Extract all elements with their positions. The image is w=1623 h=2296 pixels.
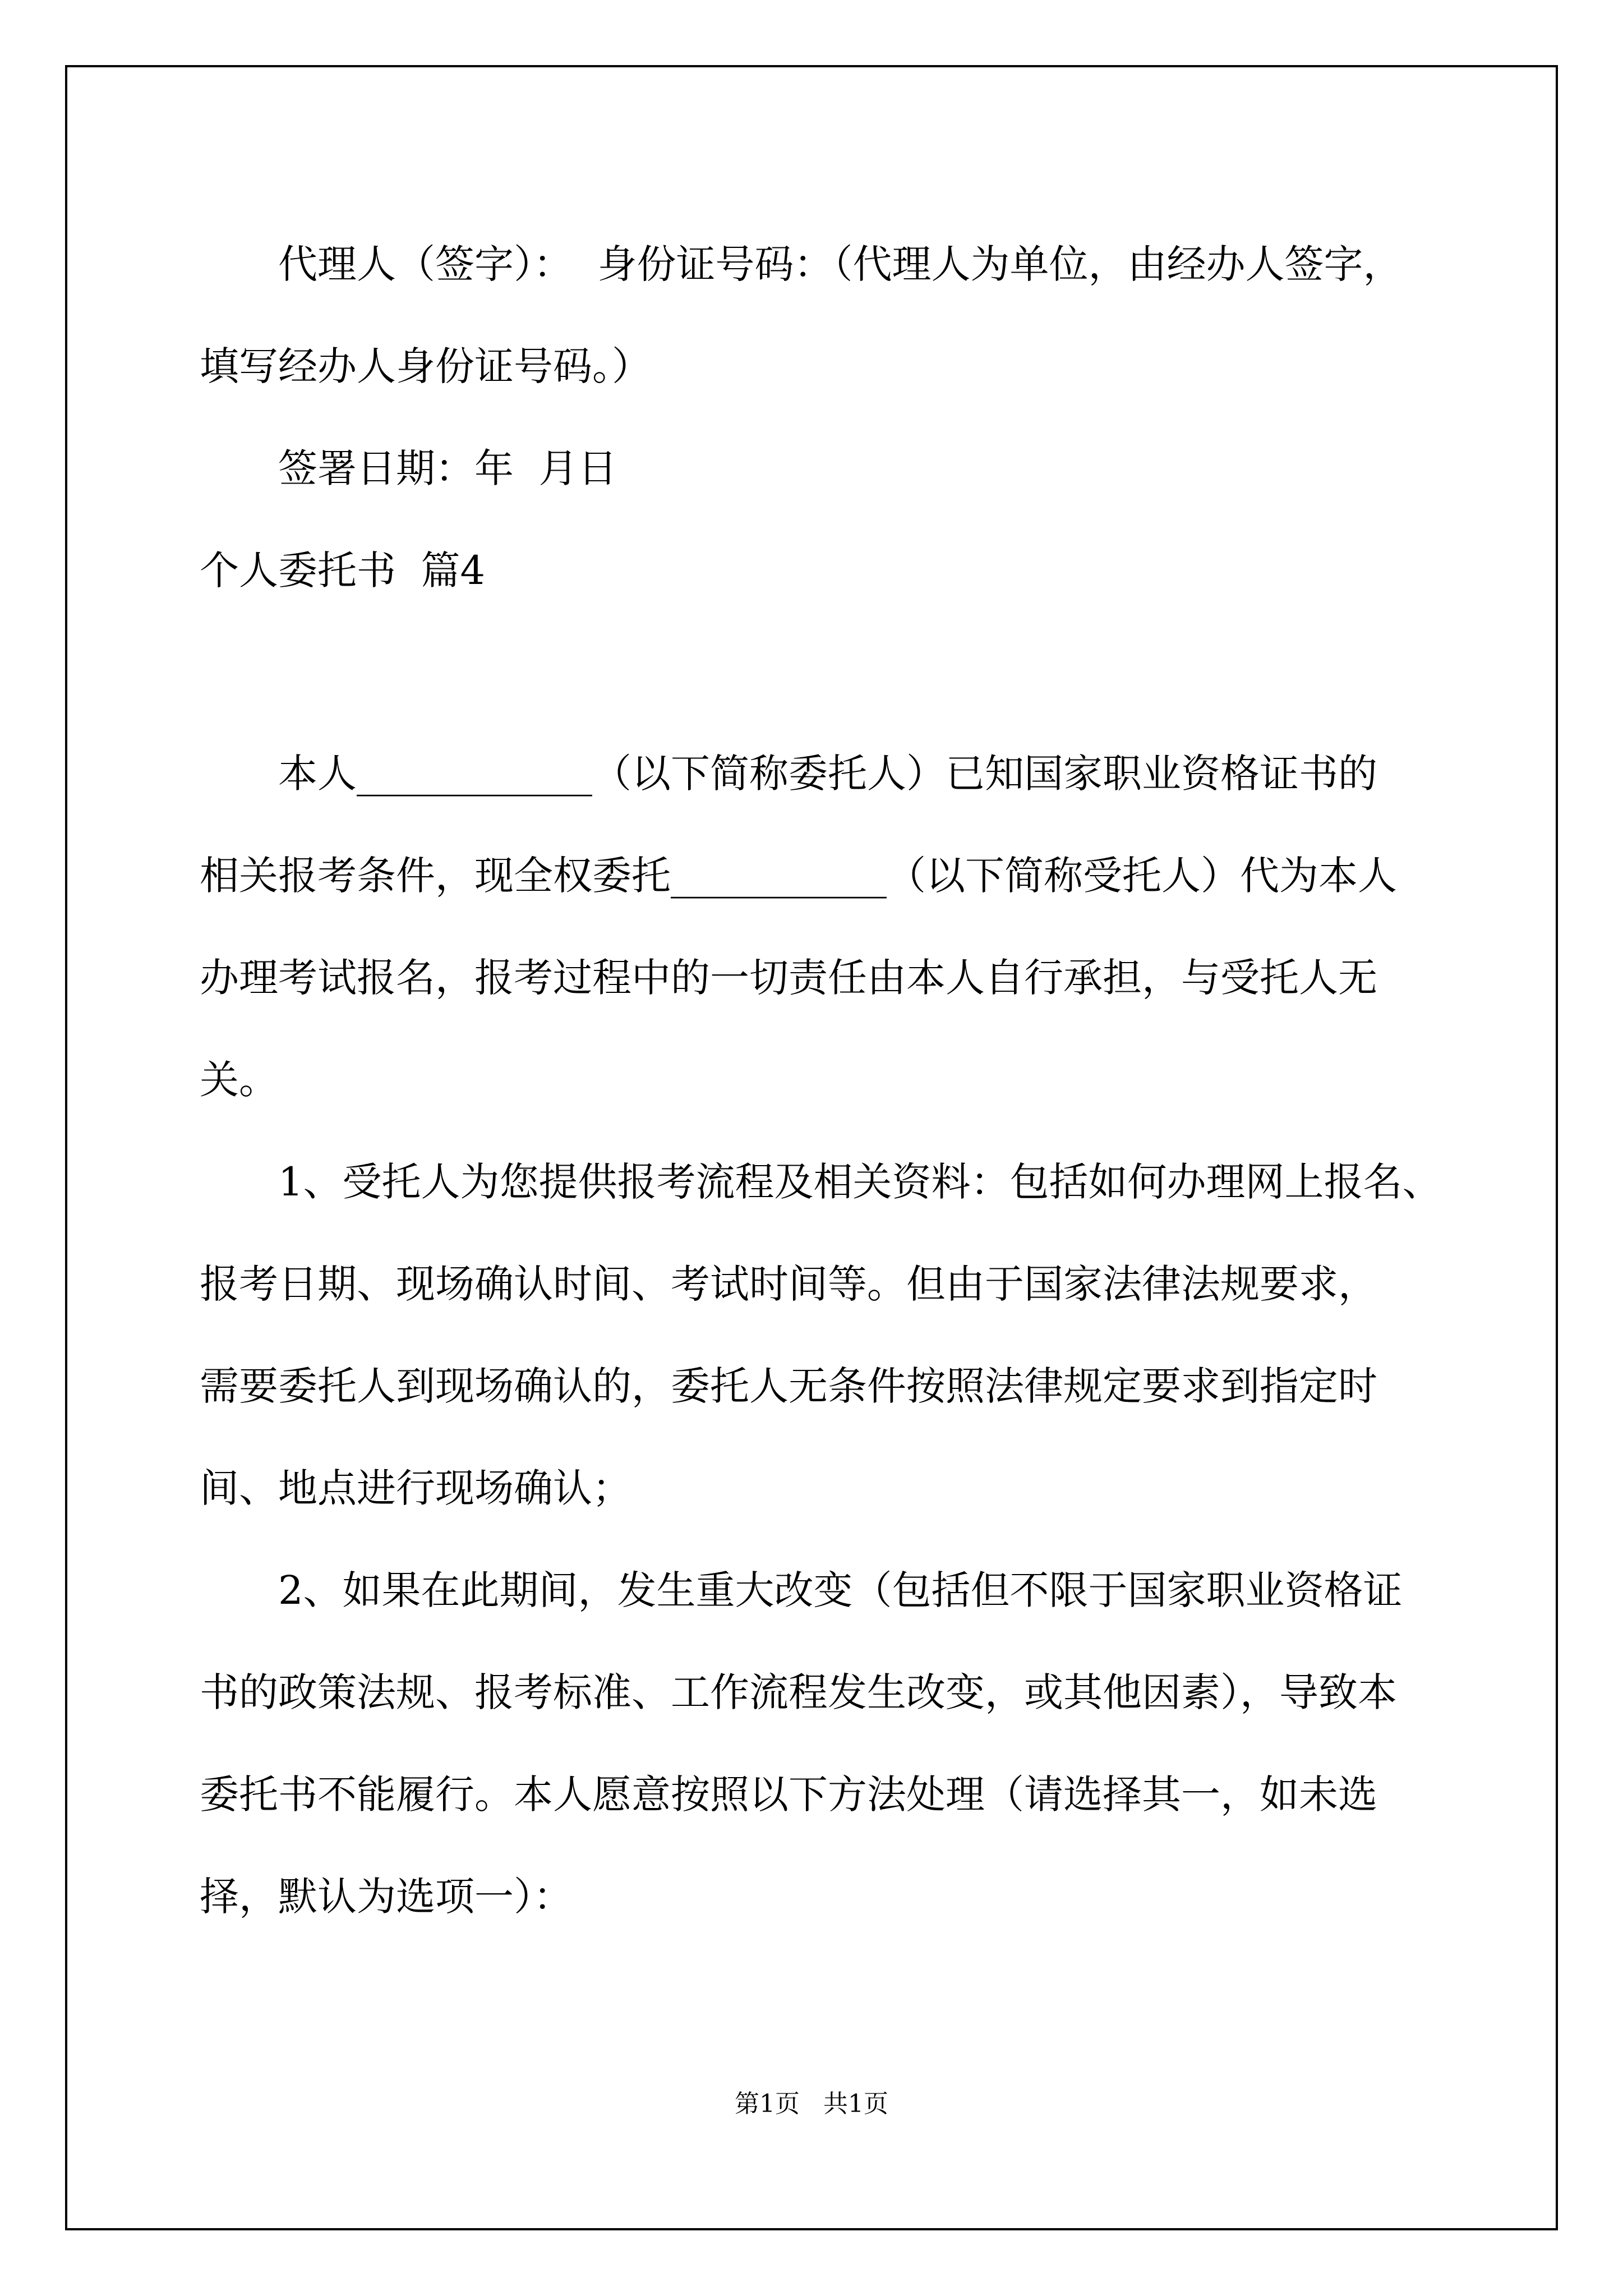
paragraph-intro (200, 723, 1445, 1131)
paragraph-agent-signature (200, 213, 1445, 417)
text-line: 相关报考条件，现全权委托___________（以下简称受托人）代为本人 (200, 853, 1397, 899)
text-line: 1、受托人为您提供报考流程及相关资料：包括如何办理网上报名、 (278, 1159, 1442, 1205)
text-line: 2、如果在此期间，发生重大改变（包括但不限于国家职业资格证 (278, 1567, 1403, 1613)
text-line: 本人____________（以下简称委托人）已知国家职业资格证书的 (278, 751, 1377, 797)
paragraph-item-2 (200, 1539, 1445, 1948)
spacer (200, 622, 1445, 723)
text-line: 填写经办人身份证号码。） (200, 343, 651, 389)
paragraph-item-1 (200, 1131, 1445, 1539)
section-heading: 个人委托书 篇4 (200, 547, 486, 593)
text-line: 需要委托人到现场确认的，委托人无条件按照法律规定要求到指定时 (200, 1363, 1377, 1409)
text-line: 报考日期、现场确认时间、考试时间等。但由于国家法律法规要求， (200, 1261, 1377, 1307)
text-line: 办理考试报名，报考过程中的一切责任由本人自行承担，与受托人无 (200, 955, 1377, 1001)
text-line: 关。 (200, 1057, 278, 1103)
page-footer: 第1页 共1页 (735, 2090, 888, 2118)
text-line: 委托书不能履行。本人愿意按照以下方法处理（请选择其一，如未选 (200, 1772, 1377, 1818)
text-line: 代理人（签字）： 身份证号码：（代理人为单位，由经办人签字， (278, 241, 1403, 287)
document-body (200, 213, 1445, 1948)
text-line: 签署日期：年 月日 (278, 445, 617, 491)
text-line: 间、地点进行现场确认； (200, 1465, 631, 1511)
text-line: 书的政策法规、报考标准、工作流程发生改变，或其他因素），导致本 (200, 1669, 1397, 1715)
text-line: 择，默认为选项一）： (200, 1874, 573, 1920)
paragraph-sign-date (200, 417, 1445, 519)
